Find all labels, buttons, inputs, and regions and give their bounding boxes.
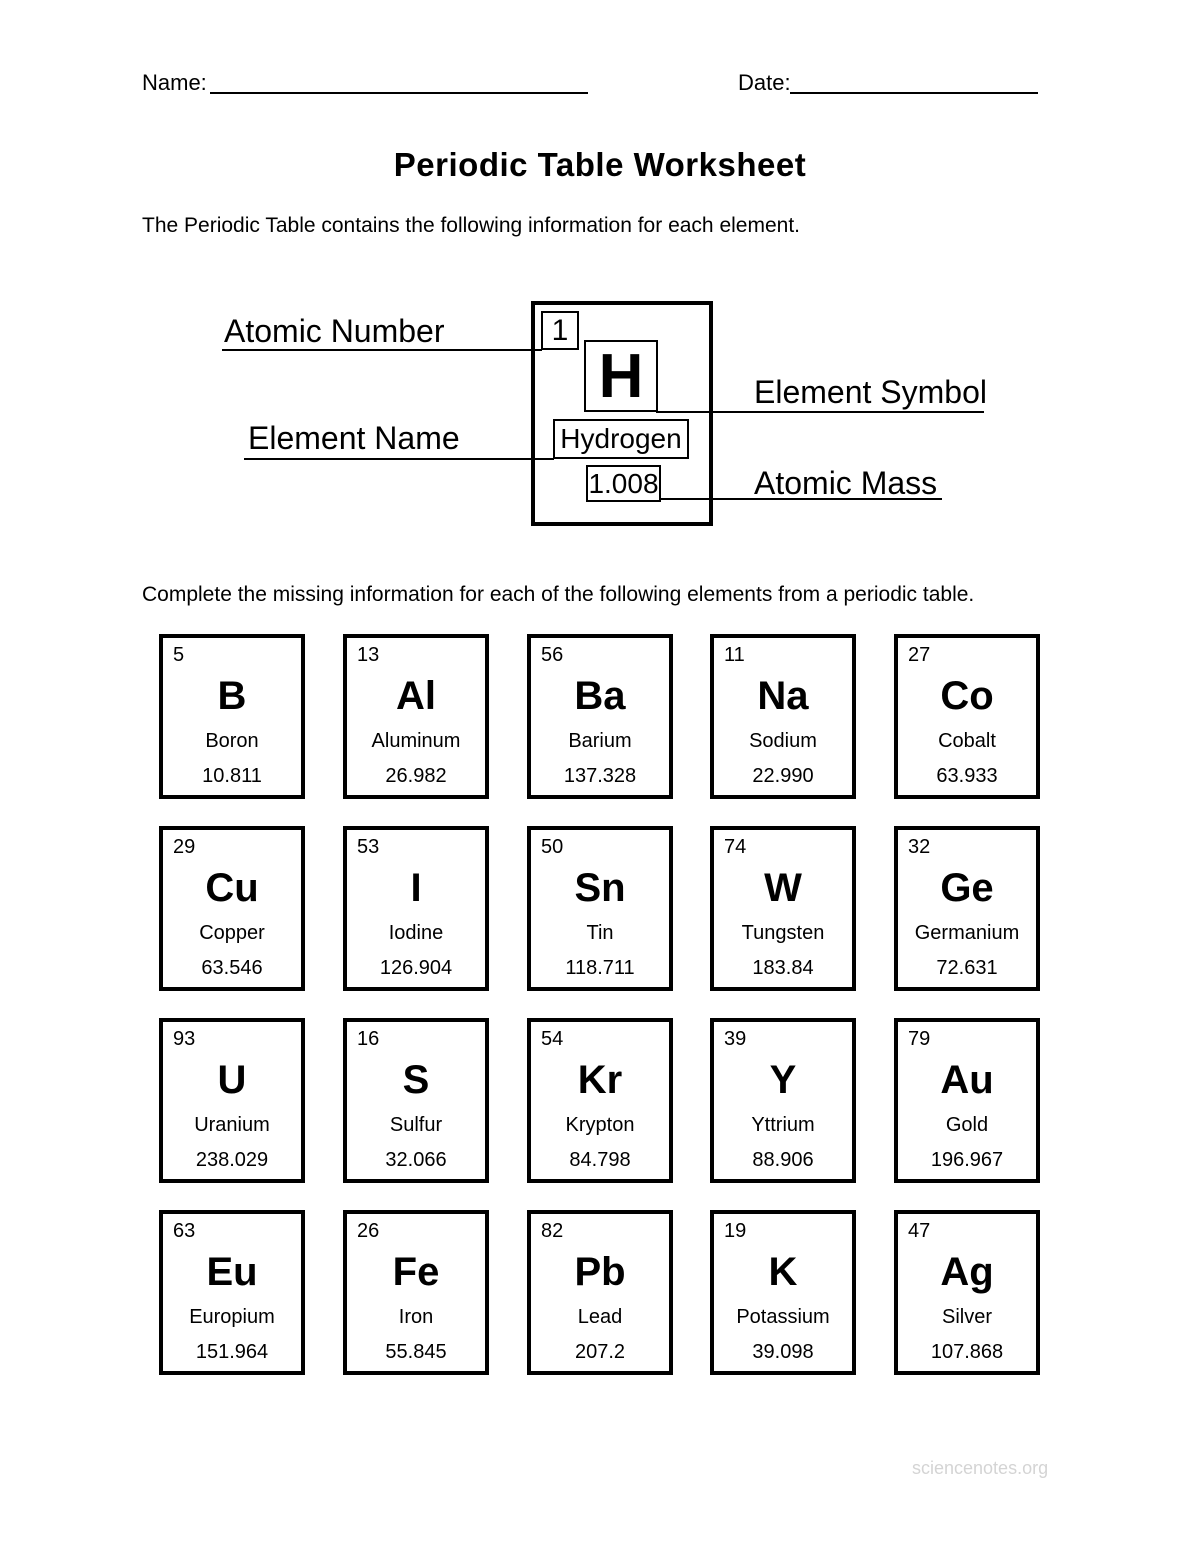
element-name: Silver [941,1306,992,1328]
atomic-mass: 63.933 [936,765,998,787]
atomic-mass: 10.811 [202,765,262,787]
element-cell [527,1210,673,1375]
intro-text: The Periodic Table contains the following information for each element. [142,214,800,237]
atomic-number: 19 [724,1220,747,1242]
element-cell [159,1018,305,1183]
element-cell [710,826,856,991]
element-name: Yttrium [751,1114,815,1136]
element-symbol: Al [396,674,436,718]
atomic-number: 13 [357,644,380,666]
element-cell [343,1210,489,1375]
element-symbol: S [402,1058,430,1102]
sample-atomic-number: 1 [541,311,579,350]
atomic-number: 11 [724,644,745,666]
element-symbol: Au [940,1058,994,1102]
element-symbol: B [217,674,247,718]
element-cell [159,826,305,991]
atomic-number-pointer [222,349,542,351]
element-cell [894,634,1040,799]
sample-element-symbol: H [584,340,658,412]
atomic-mass: 126.904 [379,957,453,979]
atomic-mass: 151.964 [195,1341,269,1363]
element-cell [710,1210,856,1375]
atomic-mass: 63.546 [201,957,263,979]
atomic-number: 93 [173,1028,196,1050]
element-name: Sodium [749,730,817,752]
element-name-pointer [244,458,554,460]
element-name: Krypton [565,1114,635,1136]
element-cell [343,634,489,799]
name-label: Name: [142,70,207,95]
element-symbol: Pb [574,1250,626,1294]
element-name: Gold [945,1114,989,1136]
atomic-number: 27 [908,644,931,666]
atomic-mass: 137.328 [563,765,637,787]
element-name: Uranium [194,1114,270,1136]
source-credit: sciencenotes.org [912,1458,1049,1478]
atomic-number-label: Atomic Number [224,313,445,349]
atomic-mass: 238.029 [195,1149,269,1171]
atomic-number: 39 [724,1028,747,1050]
atomic-mass: 32.066 [385,1149,447,1171]
instructions-text: Complete the missing information for each of the following elements from a periodic table. [142,583,975,606]
element-cell [527,1018,673,1183]
atomic-mass: 118.711 [565,957,635,979]
element-symbol: Ge [940,866,994,910]
atomic-number: 16 [357,1028,380,1050]
element-symbol: I [410,866,422,910]
date-field-line[interactable] [790,92,1038,94]
element-cell [894,826,1040,991]
name-field-line[interactable] [210,92,588,94]
element-cell [710,634,856,799]
element-name: Sulfur [389,1114,443,1136]
atomic-mass: 107.868 [930,1341,1004,1363]
element-name: Copper [199,922,265,944]
element-name: Barium [568,730,632,752]
atomic-number: 79 [908,1028,931,1050]
atomic-number: 54 [541,1028,564,1050]
atomic-number: 5 [173,644,185,666]
page-title: Periodic Table Worksheet [393,146,807,183]
element-cell [343,826,489,991]
element-cell [894,1018,1040,1183]
element-name: Cobalt [938,730,996,752]
element-symbol-label: Element Symbol [754,374,987,410]
element-cell [159,1210,305,1375]
element-name: Tungsten [741,922,825,944]
atomic-mass: 207.2 [574,1341,626,1363]
atomic-number: 32 [908,836,931,858]
atomic-number: 47 [908,1220,931,1242]
element-symbol: Sn [574,866,626,910]
sample-element-name: Hydrogen [553,419,689,459]
atomic-number: 29 [173,836,196,858]
element-symbol: Ba [574,674,626,718]
element-name-label: Element Name [248,420,460,456]
atomic-mass: 183.84 [752,957,814,979]
element-symbol: Y [769,1058,797,1102]
element-symbol: Eu [206,1250,258,1294]
atomic-number: 26 [357,1220,380,1242]
atomic-mass: 196.967 [930,1149,1004,1171]
element-cell [343,1018,489,1183]
element-symbol: Ag [940,1250,994,1294]
date-label: Date: [738,70,791,95]
atomic-mass: 72.631 [936,957,998,979]
atomic-mass: 26.982 [385,765,447,787]
element-symbol: K [768,1250,798,1294]
element-cell [159,634,305,799]
element-name: Lead [577,1306,623,1328]
element-name: Iron [398,1306,434,1328]
element-name: Iodine [388,922,444,944]
element-cell [527,826,673,991]
sample-atomic-mass: 1.008 [586,465,661,502]
element-symbol: U [217,1058,247,1102]
element-symbol: Kr [577,1058,623,1102]
element-name: Potassium [736,1306,830,1328]
element-cell [527,634,673,799]
element-name: Europium [189,1306,275,1328]
atomic-number: 63 [173,1220,196,1242]
atomic-mass: 55.845 [385,1341,447,1363]
atomic-number: 50 [541,836,564,858]
element-cell [894,1210,1040,1375]
element-symbol: W [764,866,802,910]
element-name: Germanium [914,922,1020,944]
atomic-number: 53 [357,836,380,858]
element-name: Tin [586,922,614,944]
element-name: Boron [205,730,259,752]
atomic-mass-label: Atomic Mass [754,465,938,501]
element-symbol: Cu [205,866,259,910]
element-symbol: Na [757,674,809,718]
element-cell [710,1018,856,1183]
atomic-mass: 88.906 [752,1149,814,1171]
element-symbol: Fe [392,1250,440,1294]
atomic-mass: 84.798 [569,1149,631,1171]
atomic-number: 82 [541,1220,564,1242]
atomic-mass: 39.098 [752,1341,814,1363]
element-name: Aluminum [371,730,461,752]
atomic-mass: 22.990 [752,765,814,787]
atomic-number: 74 [724,836,747,858]
atomic-number: 56 [541,644,564,666]
element-symbol: Co [940,674,994,718]
